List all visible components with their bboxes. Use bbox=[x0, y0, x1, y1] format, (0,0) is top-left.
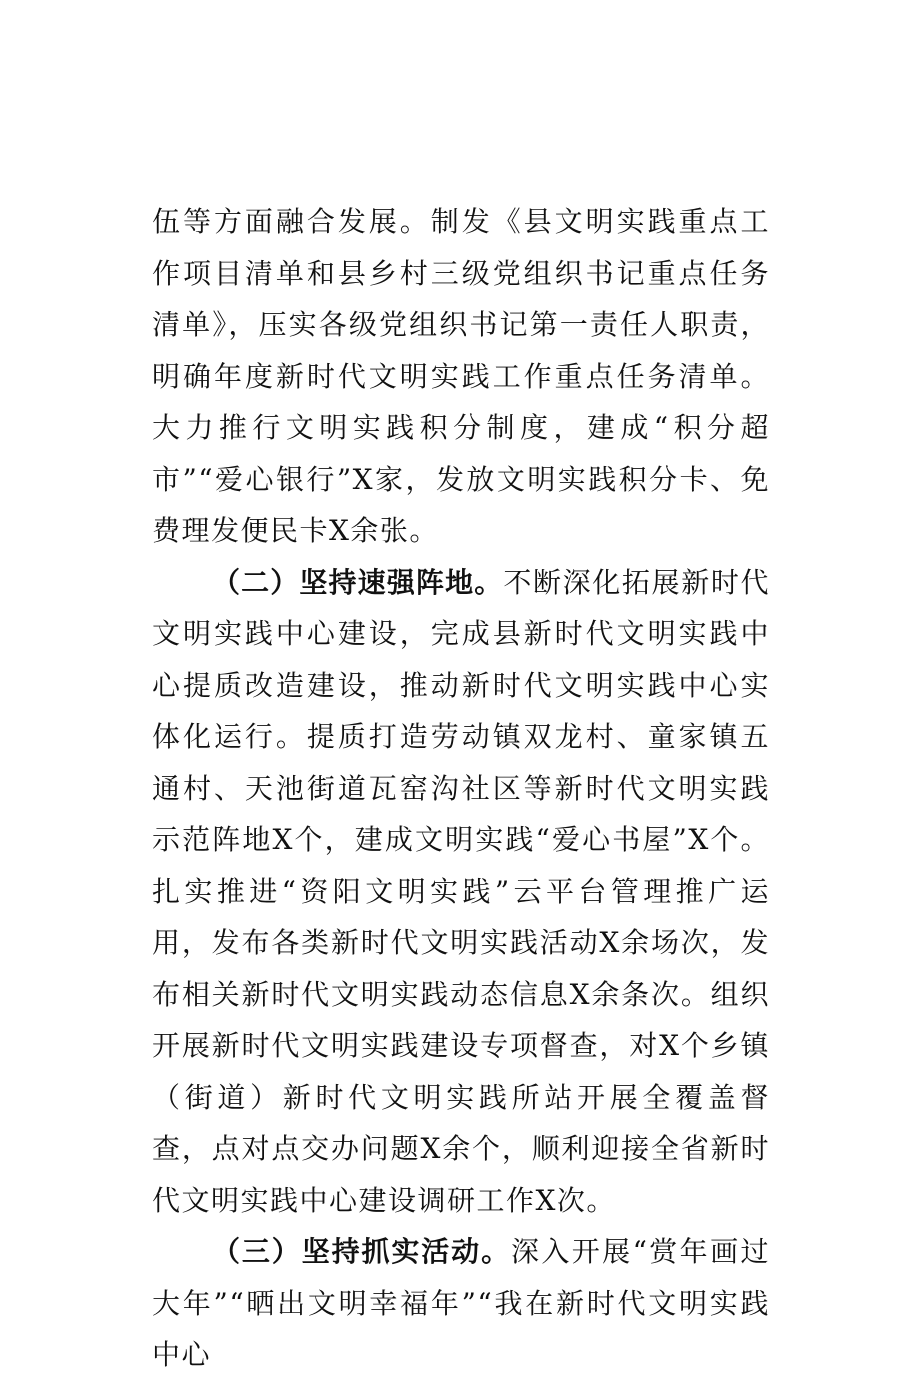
paragraph-2 bbox=[152, 557, 770, 1227]
section-heading-2: （二）坚持速强阵地。 bbox=[212, 565, 504, 599]
paragraph-2-text: 不断深化拓展新时代文明实践中心建设，完成县新时代文明实践中心提质改造建设，推动新时代文明实践中心实体化运行。提质打造劳动镇双龙村、童家镇五通村、天池街道瓦窑沟社区等新时代文明实践示范阵地X个，建成文明实践“爱心书屋”X个。扎实推进“资阳文明实践”云平台管理推广运用，发布各类新时代文明实践活动X余场次，发布相关新时代文明实践动态信息X余条次。组织开展新时代文明实践建设专项督查，对X个乡镇（街道）新时代文明实践所站开展全覆盖督查，点对点交办问题X余个，顺利迎接全省新时代文明实践中心建设调研工作X次。 bbox=[152, 565, 770, 1217]
paragraph-1-text: 伍等方面融合发展。制发《县文明实践重点工作项目清单和县乡村三级党组织书记重点任务清单》，压实各级党组织书记第一责任人职责，明确年度新时代文明实践工作重点任务清单。大力推行文明实践积分制度，建成“积分超市”“爱心银行”X家，发放文明实践积分卡、免费理发便民卡X余张。 bbox=[152, 205, 770, 547]
section-heading-3: （三）坚持抓实活动。 bbox=[212, 1235, 511, 1268]
paragraph-1 bbox=[152, 196, 770, 557]
paragraph-3 bbox=[152, 1226, 770, 1381]
paragraph-3-text: 深入开展“赏年画过大年”“晒出文明幸福年”“我在新时代文明实践中心 bbox=[152, 1235, 770, 1371]
document-body bbox=[152, 196, 770, 1381]
